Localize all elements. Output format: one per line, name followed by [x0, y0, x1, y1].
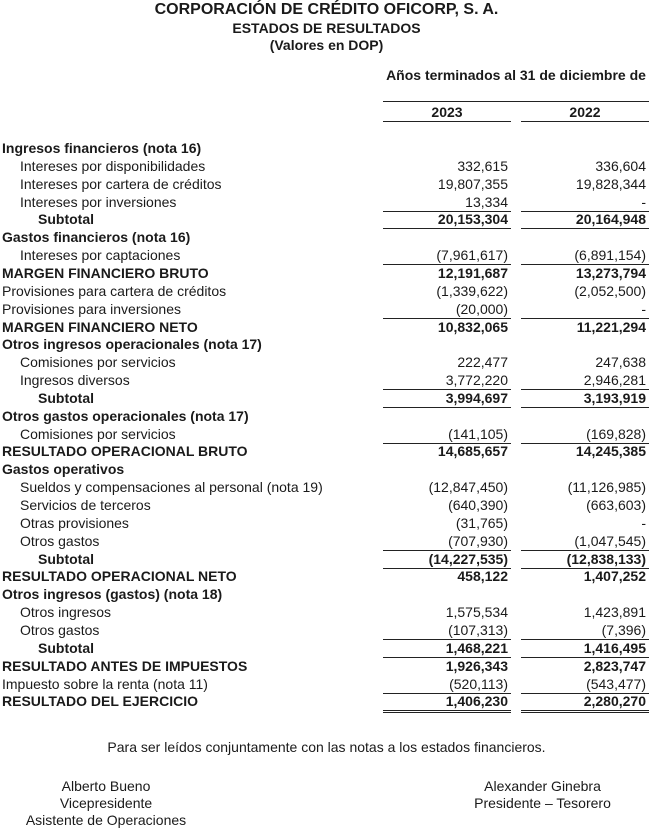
value-2023: (707,930): [383, 532, 511, 551]
row-label: Otros gastos operacionales (nota 17): [2, 407, 249, 424]
table-row: [0, 550, 653, 568]
table-row: [0, 442, 653, 460]
period-header-rule: [383, 101, 649, 102]
row-label: Subtotal: [38, 639, 94, 656]
value-2022: 336,604: [595, 157, 646, 174]
row-label: Otros ingresos (gastos) (nota 18): [2, 586, 223, 603]
value-2022: -: [521, 193, 649, 212]
table-row: [0, 675, 653, 693]
table-row: [0, 371, 653, 389]
row-label: Otros gastos: [20, 532, 100, 549]
row-label: RESULTADO ANTES DE IMPUESTOS: [2, 657, 248, 674]
table-row: [0, 657, 653, 675]
row-label: Gastos operativos: [2, 461, 125, 478]
value-2022: 19,828,344: [575, 175, 646, 192]
value-2023: (141,105): [383, 425, 511, 444]
signature-block-right: [455, 778, 630, 812]
value-2022: (663,603): [586, 497, 646, 513]
row-label: Comisiones por servicios: [20, 425, 176, 442]
value-2022: 1,416,495: [521, 639, 649, 658]
value-2023: 332,615: [457, 157, 508, 174]
value-2023: (31,765): [455, 514, 508, 531]
row-label: Intereses por inversiones: [20, 193, 177, 210]
value-2022: (6,891,154): [521, 246, 649, 265]
table-row: [0, 335, 653, 353]
table-row: [0, 389, 653, 407]
value-2023: (1,339,622): [436, 282, 508, 299]
row-label: MARGEN FINANCIERO NETO: [2, 318, 198, 335]
value-2023: 1,468,221: [383, 639, 511, 658]
table-row: [0, 425, 653, 443]
value-2022: 11,221,294: [576, 318, 646, 335]
row-label: Impuesto sobre la renta (nota 11): [2, 675, 208, 692]
row-label: Subtotal: [38, 550, 94, 567]
row-label: Otros gastos: [20, 621, 100, 638]
value-2023: 1,575,534: [445, 604, 508, 621]
value-2023: (520,113): [383, 675, 511, 694]
value-2022: (543,477): [521, 675, 649, 694]
row-label: Ingresos diversos: [20, 372, 130, 389]
value-2023: 1,406,230: [383, 692, 511, 713]
value-2023: 12,191,687: [437, 264, 508, 281]
row-label: Otras provisiones: [20, 514, 129, 531]
year-2022-header: 2022: [569, 104, 601, 120]
value-2023: 458,122: [457, 568, 508, 585]
row-label: Intereses por cartera de créditos: [20, 175, 222, 192]
value-2023: (14,227,535): [383, 550, 511, 569]
table-row: [0, 514, 653, 532]
value-2023: 3,772,220: [383, 371, 511, 390]
year-2023-header: 2023: [431, 104, 463, 120]
value-2023: 222,477: [457, 354, 508, 371]
row-label: Sueldos y compensaciones al personal (nota 19): [20, 479, 323, 496]
value-2023: 19,807,355: [437, 175, 508, 192]
signer-name: Alexander Ginebra: [484, 778, 601, 794]
row-label: Provisiones para cartera de créditos: [2, 282, 227, 299]
table-row: [0, 585, 653, 603]
value-2022: (2,052,500): [574, 282, 646, 299]
table-row: [0, 264, 653, 282]
value-2022: (12,838,133): [521, 550, 649, 569]
value-2022: (11,126,985): [567, 479, 646, 496]
row-label: RESULTADO DEL EJERCICIO: [2, 693, 199, 710]
row-label: Gastos financieros (nota 16): [2, 229, 191, 246]
statement-title: ESTADOS DE RESULTADOS: [232, 20, 421, 36]
row-label: Comisiones por servicios: [20, 354, 176, 371]
value-2022: 247,638: [595, 354, 646, 371]
value-2022: (1,047,545): [521, 532, 649, 551]
value-2022: 20,164,948: [521, 210, 649, 229]
currency-note: (Valores en DOP): [269, 37, 384, 53]
value-2022: -: [641, 514, 646, 531]
signer-name: Alberto Bueno: [61, 778, 151, 794]
value-2023: (20,000): [383, 300, 511, 319]
table-row: [0, 407, 653, 425]
company-name: CORPORACIÓN DE CRÉDITO OFICORP, S. A.: [154, 1, 499, 18]
value-2022: 14,245,385: [575, 443, 646, 460]
table-row: [0, 246, 653, 264]
value-2023: 13,334: [383, 193, 511, 212]
table-row: [0, 496, 653, 514]
value-2022: 1,407,252: [583, 568, 646, 585]
value-2023: 20,153,304: [383, 210, 511, 229]
value-2022: 2,280,270: [521, 692, 649, 713]
footer-note: Para ser leídos conjuntamente con las notas a los estados financieros.: [107, 739, 546, 755]
year-2022-rule: [521, 121, 649, 122]
period-header: Años terminados al 31 de diciembre de: [386, 67, 646, 83]
row-label: Otros ingresos: [20, 604, 112, 621]
signer-title: Presidente – Tesorero: [474, 795, 611, 811]
value-2022: -: [521, 300, 649, 319]
value-2022: 2,823,747: [583, 657, 646, 674]
row-label: Servicios de terceros: [20, 497, 151, 513]
row-label: MARGEN FINANCIERO BRUTO: [2, 264, 209, 281]
table-row: [0, 353, 653, 371]
value-2022: 1,423,891: [583, 604, 646, 621]
row-label: Ingresos financieros (nota 16): [2, 140, 202, 156]
signature-block-left: [16, 778, 196, 829]
value-2023: (12,847,450): [428, 479, 508, 496]
table-row: [0, 139, 653, 157]
table-row: [0, 318, 653, 336]
value-2023: (640,390): [448, 497, 508, 513]
table-row: [0, 621, 653, 639]
value-2023: (107,313): [383, 621, 511, 640]
value-2023: (7,961,617): [383, 246, 511, 265]
value-2022: (169,828): [521, 425, 649, 444]
value-2023: 14,685,657: [437, 443, 508, 460]
table-row: [0, 567, 653, 585]
value-2023: 10,832,065: [437, 318, 508, 335]
year-2023-rule: [383, 121, 511, 122]
value-2022: 2,946,281: [521, 371, 649, 390]
signer-title: Vicepresidente: [59, 795, 153, 811]
table-row: [0, 193, 653, 211]
row-label: Intereses por disponibilidades: [20, 157, 206, 174]
table-row: [0, 175, 653, 193]
signer-title: Asistente de Operaciones: [25, 812, 187, 828]
value-2022: 3,193,919: [521, 389, 649, 408]
table-row: [0, 532, 653, 550]
table-row: [0, 300, 653, 318]
value-2022: (7,396): [521, 621, 649, 640]
row-label: Subtotal: [38, 389, 94, 406]
row-label: Provisiones para inversiones: [2, 300, 181, 317]
value-2023: 1,926,343: [445, 657, 508, 674]
row-label: RESULTADO OPERACIONAL NETO: [2, 568, 237, 585]
value-2022: 13,273,794: [575, 264, 646, 281]
table-row: [0, 639, 653, 657]
table-row: [0, 692, 653, 710]
table-row: [0, 282, 653, 300]
table-row: [0, 228, 653, 246]
table-row: [0, 157, 653, 175]
table-row: [0, 210, 653, 228]
row-label: RESULTADO OPERACIONAL BRUTO: [2, 443, 248, 460]
table-row: [0, 460, 653, 478]
row-label: Otros ingresos operacionales (nota 17): [2, 336, 262, 353]
row-label: Subtotal: [38, 211, 94, 228]
value-2023: 3,994,697: [383, 389, 511, 408]
row-label: Intereses por captaciones: [20, 247, 181, 264]
table-row: [0, 603, 653, 621]
table-row: [0, 478, 653, 496]
